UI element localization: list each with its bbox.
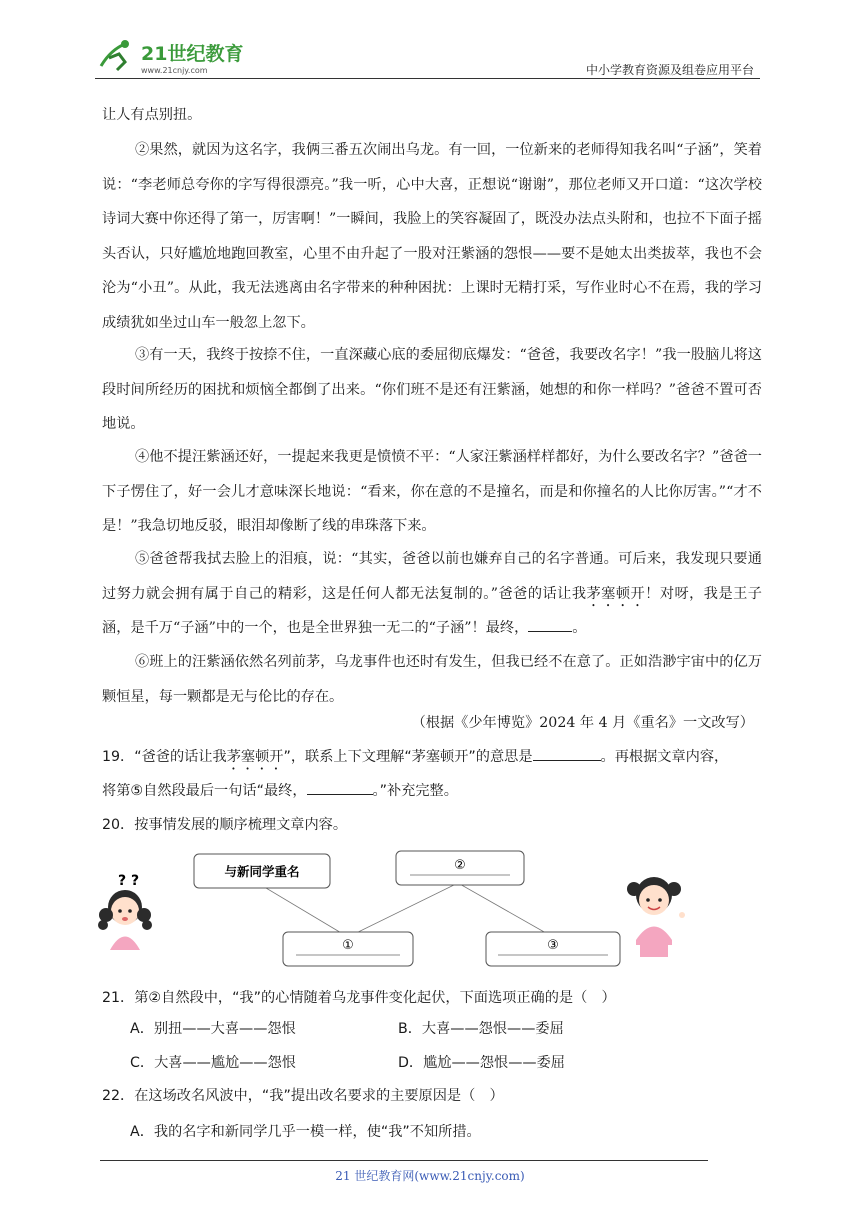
platform-name: 中小学教育资源及组卷应用平台 xyxy=(585,63,754,77)
page-header xyxy=(95,28,760,80)
p5-text-b: ！对呀，我是王子涵，是千万“子涵”中的一个，也是全世界独一无二的“子涵”！最终， xyxy=(102,585,762,637)
paragraph-2: ②果然，就因为这名字，我俩三番五次闹出乌龙。有一回，一位新来的老师得知我名叫“子涵”，笑着说：“李老师总夸你的字写得很漂亮。”我一听，心中大喜，正想说“谢谢”，那位老师又开口道：“这次学校诗词大赛中你还得了第一，厉害啊！”一瞬间，我脸上的笑容凝固了，既没办法点头附和，也拉不下面子摇头否认，只好尴尬地跑回教室，心里不由升起了一股对汪紫涵的怨恨——要不是她太出类拔萃，我也不会沦为“小丑”。从此，我无法逃离由名字带来的种种困扰：上课时无精打采，写作业时心不在焉，我的学习成绩犹如坐过山车一般忽上忽下。 xyxy=(102,142,762,331)
q22-option-a[interactable]: A．我的名字和新同学几乎一模一样，使“我”不知所措。 xyxy=(130,1124,481,1140)
connector-2-to-3 xyxy=(458,883,553,937)
q19-dotted: 茅塞顿开 xyxy=(226,749,284,765)
article-source: （根据《少年博览》2024 年 4 月《重名》一文改写） xyxy=(411,715,754,731)
girl-confused-illustration xyxy=(98,873,152,950)
q19-text-b: ”，联系上下文理解“茅塞顿开”的意思是 xyxy=(283,749,533,765)
q19-text-a: 19．“爸爸的话让我 xyxy=(102,749,227,765)
question-19 xyxy=(102,740,762,808)
q21-option-c[interactable]: C．大喜——尴尬——怨恨 xyxy=(130,1055,296,1071)
q19-line2-b: 。”补充完整。 xyxy=(372,783,458,799)
footer-text[interactable]: 21 世纪教育网(www.21cnjy.com) xyxy=(335,1169,525,1183)
box-start-label: 与新同学重名 xyxy=(224,864,300,879)
question-marks: ? ? xyxy=(118,873,140,889)
article-line-0: 让人有点别扭。 xyxy=(102,107,202,123)
logo xyxy=(95,36,260,76)
q21-option-d[interactable]: D．尴尬——怨恨——委屈 xyxy=(398,1055,565,1071)
logo-url: www.21cnjy.com xyxy=(141,66,208,75)
paragraph-6: ⑥班上的汪紫涵依然名列前茅，乌龙事件也还时有发生，但我已经不在意了。正如浩渺宇宙中的亿万颗恒星，每一颗都是无与伦比的存在。 xyxy=(102,654,762,705)
connector-start-to-1 xyxy=(266,888,348,937)
girl-happy-illustration xyxy=(625,867,700,962)
q19-text-c: 。再根据文章内容， xyxy=(600,749,729,765)
question-22: 22．在这场改名风波中，“我”提出改名要求的主要原因是（ ） xyxy=(102,1088,504,1104)
question-21: 21．第②自然段中，“我”的心情随着乌龙事件变化起伏，下面选项正确的是（ ） xyxy=(102,990,616,1006)
paragraph-3: ③有一天，我终于按捺不住，一直深藏心底的委屈彻底爆发：“爸爸，我要改名字！”我一股脑儿将这段时间所经历的困扰和烦恼全都倒了出来。“你们班不是还有汪紫涵，她想的和你一样吗？”爸爸不置可否地说。 xyxy=(102,347,762,433)
header-divider xyxy=(95,78,760,79)
paragraph-4: ④他不提汪紫涵还好，一提起来我更是愤愤不平：“人家汪紫涵样样都好，为什么要改名字？”爸爸一下子愣住了，好一会儿才意味深长地说：“看来，你在意的不是撞名，而是和你撞名的人比你厉害。”“才不是！”我急切地反驳，眼泪却像断了线的串珠落下来。 xyxy=(102,449,762,535)
connector-2-to-1 xyxy=(348,883,458,937)
q21-option-b[interactable]: B．大喜——怨恨——委屈 xyxy=(398,1021,564,1037)
paragraph-5 xyxy=(102,542,762,646)
q21-option-a[interactable]: A．别扭——大喜——怨恨 xyxy=(130,1021,296,1037)
q19-line-2 xyxy=(102,774,762,808)
sequence-diagram xyxy=(98,845,700,975)
p5-end: 。 xyxy=(572,620,587,637)
p5-blank[interactable] xyxy=(528,617,572,632)
q19-blank-2[interactable] xyxy=(307,780,373,795)
box-2-label: ② xyxy=(454,858,466,873)
q19-line-1 xyxy=(102,740,762,774)
box-3-label: ③ xyxy=(547,938,559,953)
logo-text: 21世纪教育 xyxy=(141,43,244,65)
p5-text-a: ⑤爸爸帮我拭去脸上的泪痕，说：“其实，爸爸以前也嫌弃自己的名字普通。可后来，我发现只要通过努力就会拥有属于自己的精彩，这是任何人都无法复制的。”爸爸的话让我 xyxy=(102,551,762,602)
p5-dotted: 茅塞顿开 xyxy=(586,585,646,602)
q19-line2-a: 将第⑤自然段最后一句话“最终， xyxy=(102,783,307,799)
diagram-svg xyxy=(98,845,700,975)
q19-blank-1[interactable] xyxy=(533,746,601,761)
footer-divider xyxy=(100,1160,708,1161)
box-1-label: ① xyxy=(342,938,354,953)
question-20: 20．按事情发展的顺序梳理文章内容。 xyxy=(102,817,348,833)
